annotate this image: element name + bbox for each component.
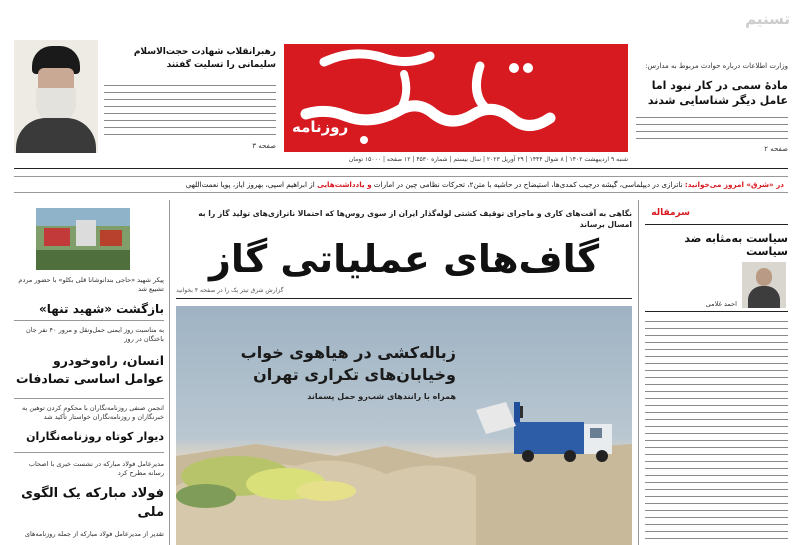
left-story-4-title: فولاد مبارکه یک الگوی ملی xyxy=(21,486,164,520)
author-photo xyxy=(742,262,786,308)
left-story-2-kicker: به مناسبت روز ایمنی حمل‌ونقل و مرور ۴۰ نفر جان باختگان در روز xyxy=(25,326,164,343)
left-sep-2 xyxy=(14,398,164,399)
left-story-1-kicker: پیکر شهید «حاجی بندانوشانا قلی بکلو» با حضور مردم تشییع شد xyxy=(18,276,164,293)
right-top-page: صفحه ۲ xyxy=(764,145,788,153)
left-sep-3 xyxy=(14,452,164,453)
watermark xyxy=(745,10,790,28)
ticker-label: در «شرق» امروز می‌خوانید: xyxy=(684,180,784,189)
sarmaghale-label: سرمقاله xyxy=(651,208,690,218)
right-col-divider xyxy=(638,200,639,545)
right-top-title: مادۀ سمی در کار نبود اما عامل دیگر شناسایی شدند xyxy=(647,79,788,107)
left-story-3-kicker: انجمن صنفی روزنامه‌نگاران با محکوم کردن توهین به خبرنگاران و روزنامه‌نگاران خواستار تأکید شد xyxy=(21,404,164,421)
martyr-photo xyxy=(36,208,130,270)
right-top-body xyxy=(636,114,788,142)
main-report: گزارش شرق تیتر یک را در صفحه ۴ بخوانید xyxy=(176,287,284,294)
ticker-text: ناترازی در دیپلماسی، گیشه درجیب کمدی‌ها، استیضاح در حاشیه با متن۲، تحرکات نظامی چین در امارات xyxy=(373,180,683,189)
left-top-title: رهبرانقلاب شهادت حجت‌الاسلام سلیمانی را تسلیت گفتند xyxy=(133,47,276,70)
left-top-page: صفحه ۳ xyxy=(252,142,276,150)
top-rule xyxy=(14,168,788,169)
dateline: شنبه ۹ اردیبهشت ۱۴۰۲ | ۸ شوال ۱۴۴۴ | ۲۹ آوریل ۲۰۲۳ | سال بیستم | شماره ۴۵۳۰ | ۱۲ صفحه | ۱۵۰۰۰ تومان xyxy=(348,156,628,163)
right-top-kicker: وزارت اطلاعات درباره حوادث مربوط به مدارس: xyxy=(645,62,788,70)
main-rule xyxy=(176,298,632,299)
main-kicker: نگاهی به آفت‌های کاری و ماجرای توقیف کشتی لوله‌گذار ایران از سوی روس‌ها که احتمالا ناترازی‌های تولید گاز را به امسال برساند xyxy=(198,209,632,229)
sarmaghale-author: احمد غلامی xyxy=(705,300,737,308)
ticker-bar xyxy=(14,176,788,193)
masthead-logo xyxy=(284,44,628,152)
left-story-4-kicker: مدیرعامل فولاد مبارکه در نشست خبری با اصحاب رسانه مطرح کرد xyxy=(28,460,164,477)
left-sep-1 xyxy=(14,320,164,321)
photo-headline-1: زباله‌کشی در هیاهوی خواب xyxy=(240,343,456,362)
sarmaghale-body xyxy=(645,318,788,540)
left-story-5-kicker: تقدیر از مدیرعامل فولاد مبارکه از جمله روزنامه‌های xyxy=(24,530,164,538)
left-story-3-title: دیوار کوتاه روزنامه‌نگاران xyxy=(26,430,164,443)
ticker-label-2: و یادداشت‌هایی xyxy=(317,180,372,189)
sarmaghale-title: سیاست به‌مثابه ضد سیاست xyxy=(684,232,788,258)
left-top-body xyxy=(104,82,276,138)
main-headline: گاف‌های عملیاتی گاز xyxy=(208,237,600,281)
main-photo xyxy=(176,306,632,545)
author-rule xyxy=(645,311,788,312)
sarmaghale-rule xyxy=(645,224,788,225)
leader-photo xyxy=(14,40,98,153)
brand-small: روزنامه xyxy=(292,118,349,136)
ticker-text-2: از ابراهیم اسپی، بهروز ایاز، پویا نعمت‌اللهی xyxy=(185,180,315,189)
photo-headline-2: وخیابان‌های تکراری تهران xyxy=(253,365,456,384)
watermark-text: تسنیم xyxy=(745,10,790,28)
left-story-2-title: انسان، راه‌وخودرو عوامل اساسی تصادفات xyxy=(15,353,164,386)
left-story-1-title: بازگشت «شهید تنها» xyxy=(38,302,164,316)
left-col-divider xyxy=(169,200,170,545)
photo-subhead: همراه با رانندهای شب‌رو حمل پسماند xyxy=(307,392,456,401)
